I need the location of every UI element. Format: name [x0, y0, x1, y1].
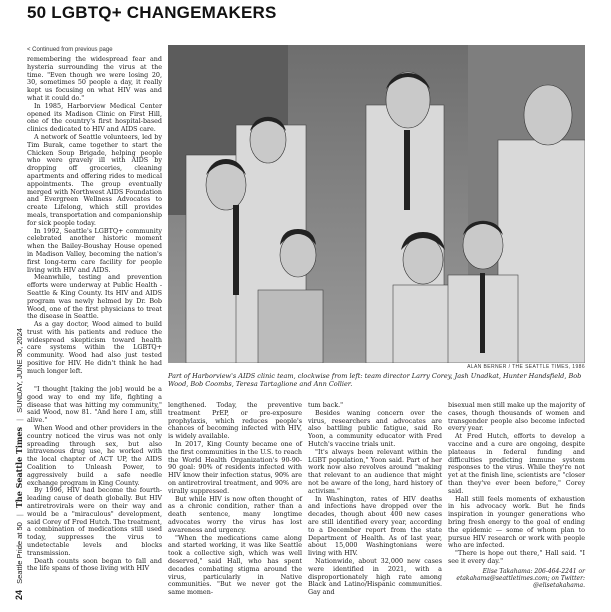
paragraph: "It's always been relevant within the LGBT population," Yoon said. Part of her work now also revolves around "making that relevant to an audience that might not be aware of the long, hard history of activism." — [308, 447, 442, 495]
paragraph: By 1996, HIV had become the fourth-leading cause of death globally. But HIV antiretrovirals were on their way and would be a "miraculous" development, said Corey of Fred Hutch. The treatment, a combination of medications still used today, suppresses the virus to undetectable levels and blocks transmission. — [27, 486, 162, 557]
rail-text: 24 Seattle Pride at 50 | The Seattle Times | SUNDAY, JUNE 30, 2024 — [14, 328, 24, 600]
section-name: Seattle Pride at 50 — [15, 522, 24, 584]
paragraph: remembering the widespread fear and hysteria surrounding the virus at the time. "Even though we were losing 20, 30, sometimes 50 people a day, it really kept us focusing on what HIV was and what it could do." — [27, 55, 162, 102]
paragraph: Hall still feels moments of exhaustion in his advocacy work. But he finds inspiration in younger generations who bring fresh energy to the goal of ending the epidemic — some of whom plan to pursue HIV research or work with people who are infected. — [448, 494, 585, 550]
paragraph: "There is hope out there," Hall said. "I see it every day." — [448, 549, 585, 565]
paragraph: But while HIV is now often thought of as a chronic condition, rather than a death sentence, many longtime advocates worry the virus has lost awareness and urgency. — [168, 494, 302, 534]
paragraph: "When the medications came along and started working, it was like Seattle took a collective sigh, which was well deserved," said Hall, who has spent decades combating stigma around the virus, particularly in Native communities. "But we never got the same momen- — [168, 533, 302, 597]
article-column-3 — [308, 402, 442, 597]
paragraph: A network of Seattle volunteers, led by Tim Burak, came together to start the Chicken Soup Brigade, helping people who were gravely ill with AIDS by dropping off groceries, cleaning apartments and offering rides to medical appointments. The group eventually merged with Northwest AIDS Foundation and Evergreen Wellness Advocates to create Lifelong, which still provides meals, transportation and companionship for sick people today. — [27, 132, 162, 227]
paragraph: In 1992, Seattle's LGBTQ+ community celebrated another historic moment when the Bailey-Boushay House opened in Madison Valley, becoming the nation's first long-term care facility for people living with HIV and AIDS. — [27, 226, 162, 274]
paragraph: "I thought [taking the job] would be a good way to end my life, fighting a disease that was hitting my community," said Wood, now 81. "And here I am, still alive." — [27, 385, 162, 425]
paragraph: Meanwhile, testing and prevention efforts were underway at Public Health - Seattle & King County. Its HIV and AIDS program was newly helmed by Dr. Bob Wood, one of the first physicians to treat the disease in Seattle. — [27, 273, 162, 321]
photo-credit: ALAN BERNER / THE SEATTLE TIMES, 1986 — [467, 364, 585, 370]
paragraph: In Washington, rates of HIV deaths and infections have dropped over the decades, though about 400 new cases are still identified every year, according to a December report from the state Department of Health. As of last year, about 15,000 Washingtonians were living with HIV. — [308, 494, 442, 558]
continued-from-previous[interactable]: < Continued from previous page — [27, 47, 113, 53]
paragraph: In 2017, King County became one of the first communities in the U.S. to reach the World Health Organization's 90-90-90 goal: 90% of residents infected with HIV know their infection status, 90% are on antiretroviral treatment, and 90% are virally suppressed. — [168, 439, 302, 495]
author-contact — [448, 568, 585, 590]
article-column-1 — [27, 56, 162, 376]
paragraph: At Fred Hutch, efforts to develop a vaccine and a cure are ongoing, despite plateaus in federal funding and difficulties predicting immune system responses to the virus. While they're not yet at the finish line, scientists are "closer than they've ever been before," Corey said. — [448, 432, 585, 495]
paragraph: Death counts soon began to fall and the life spans of those living with HIV — [27, 556, 162, 573]
section-header: 50 LGBTQ+ CHANGEMAKERS — [27, 3, 277, 22]
article-column-2 — [168, 402, 302, 597]
paragraph: bisexual men still make up the majority of cases, though thousands of women and transgender people also become infected every year. — [448, 401, 585, 433]
photo-caption: Part of Harborview's AIDS clinic team, clockwise from left: team director Larry Corey, Jash Unadkat, Hunter Handsfield, Bob Wood, Bob Coombs, Teresa Tartaglione and Ann Collier. — [168, 372, 582, 388]
issue-date: SUNDAY, JUNE 30, 2024 — [15, 328, 24, 413]
paragraph: tum back." — [308, 401, 344, 409]
paragraph: As a gay doctor, Wood aimed to build trust with his patients and reduce the widespread skepticism toward health care systems within the LGBTQ+ community. Wood had also just tested positive for HIV. He didn't think he had much longer left. — [27, 320, 162, 375]
side-rail — [0, 0, 22, 612]
article-column-4 — [448, 402, 585, 590]
paragraph: lengthened. Today, the preventive treatment PrEP, or pre-exposure prophylaxis, which reduces people's chances of becoming infected with HIV, is widely available. — [168, 401, 302, 441]
page-number: 24 — [14, 589, 24, 600]
masthead: The Seattle Times — [14, 426, 24, 509]
contact-line[interactable]: etakahama@seattletimes.com; on Twitter: — [456, 575, 585, 583]
paragraph: Besides waning concern over the virus, researchers and advocates are also battling public fatigue, said Ro Yoon, a community educator with Fred Hutch's vaccine trials unit. — [308, 408, 442, 448]
article-column-1-lower — [27, 386, 162, 573]
contact-line[interactable]: @elisetakahama. — [533, 582, 585, 590]
paragraph: Nationwide, about 32,000 new cases were identified in 2021, with a disproportionately high rate among Black and Latino/Hispanic communities. Gay and — [308, 556, 442, 597]
contact-line: Elise Takahama: 206-464-2241 or — [482, 567, 585, 575]
team-photo — [168, 45, 585, 363]
paragraph: In 1985, Harborview Medical Center opened its Madison Clinic on First Hill, one of the country's first hospital-based clinics dedicated to HIV and AIDS care. — [27, 101, 162, 134]
paragraph: When Wood and other providers in the country noticed the virus was not only spreading through sex, but also intravenous drug use, he worked with the local chapter of ACT UP, the AIDS Coalition to Unleash Power, to aggressively build a safe needle exchange program in King County. — [27, 423, 162, 487]
